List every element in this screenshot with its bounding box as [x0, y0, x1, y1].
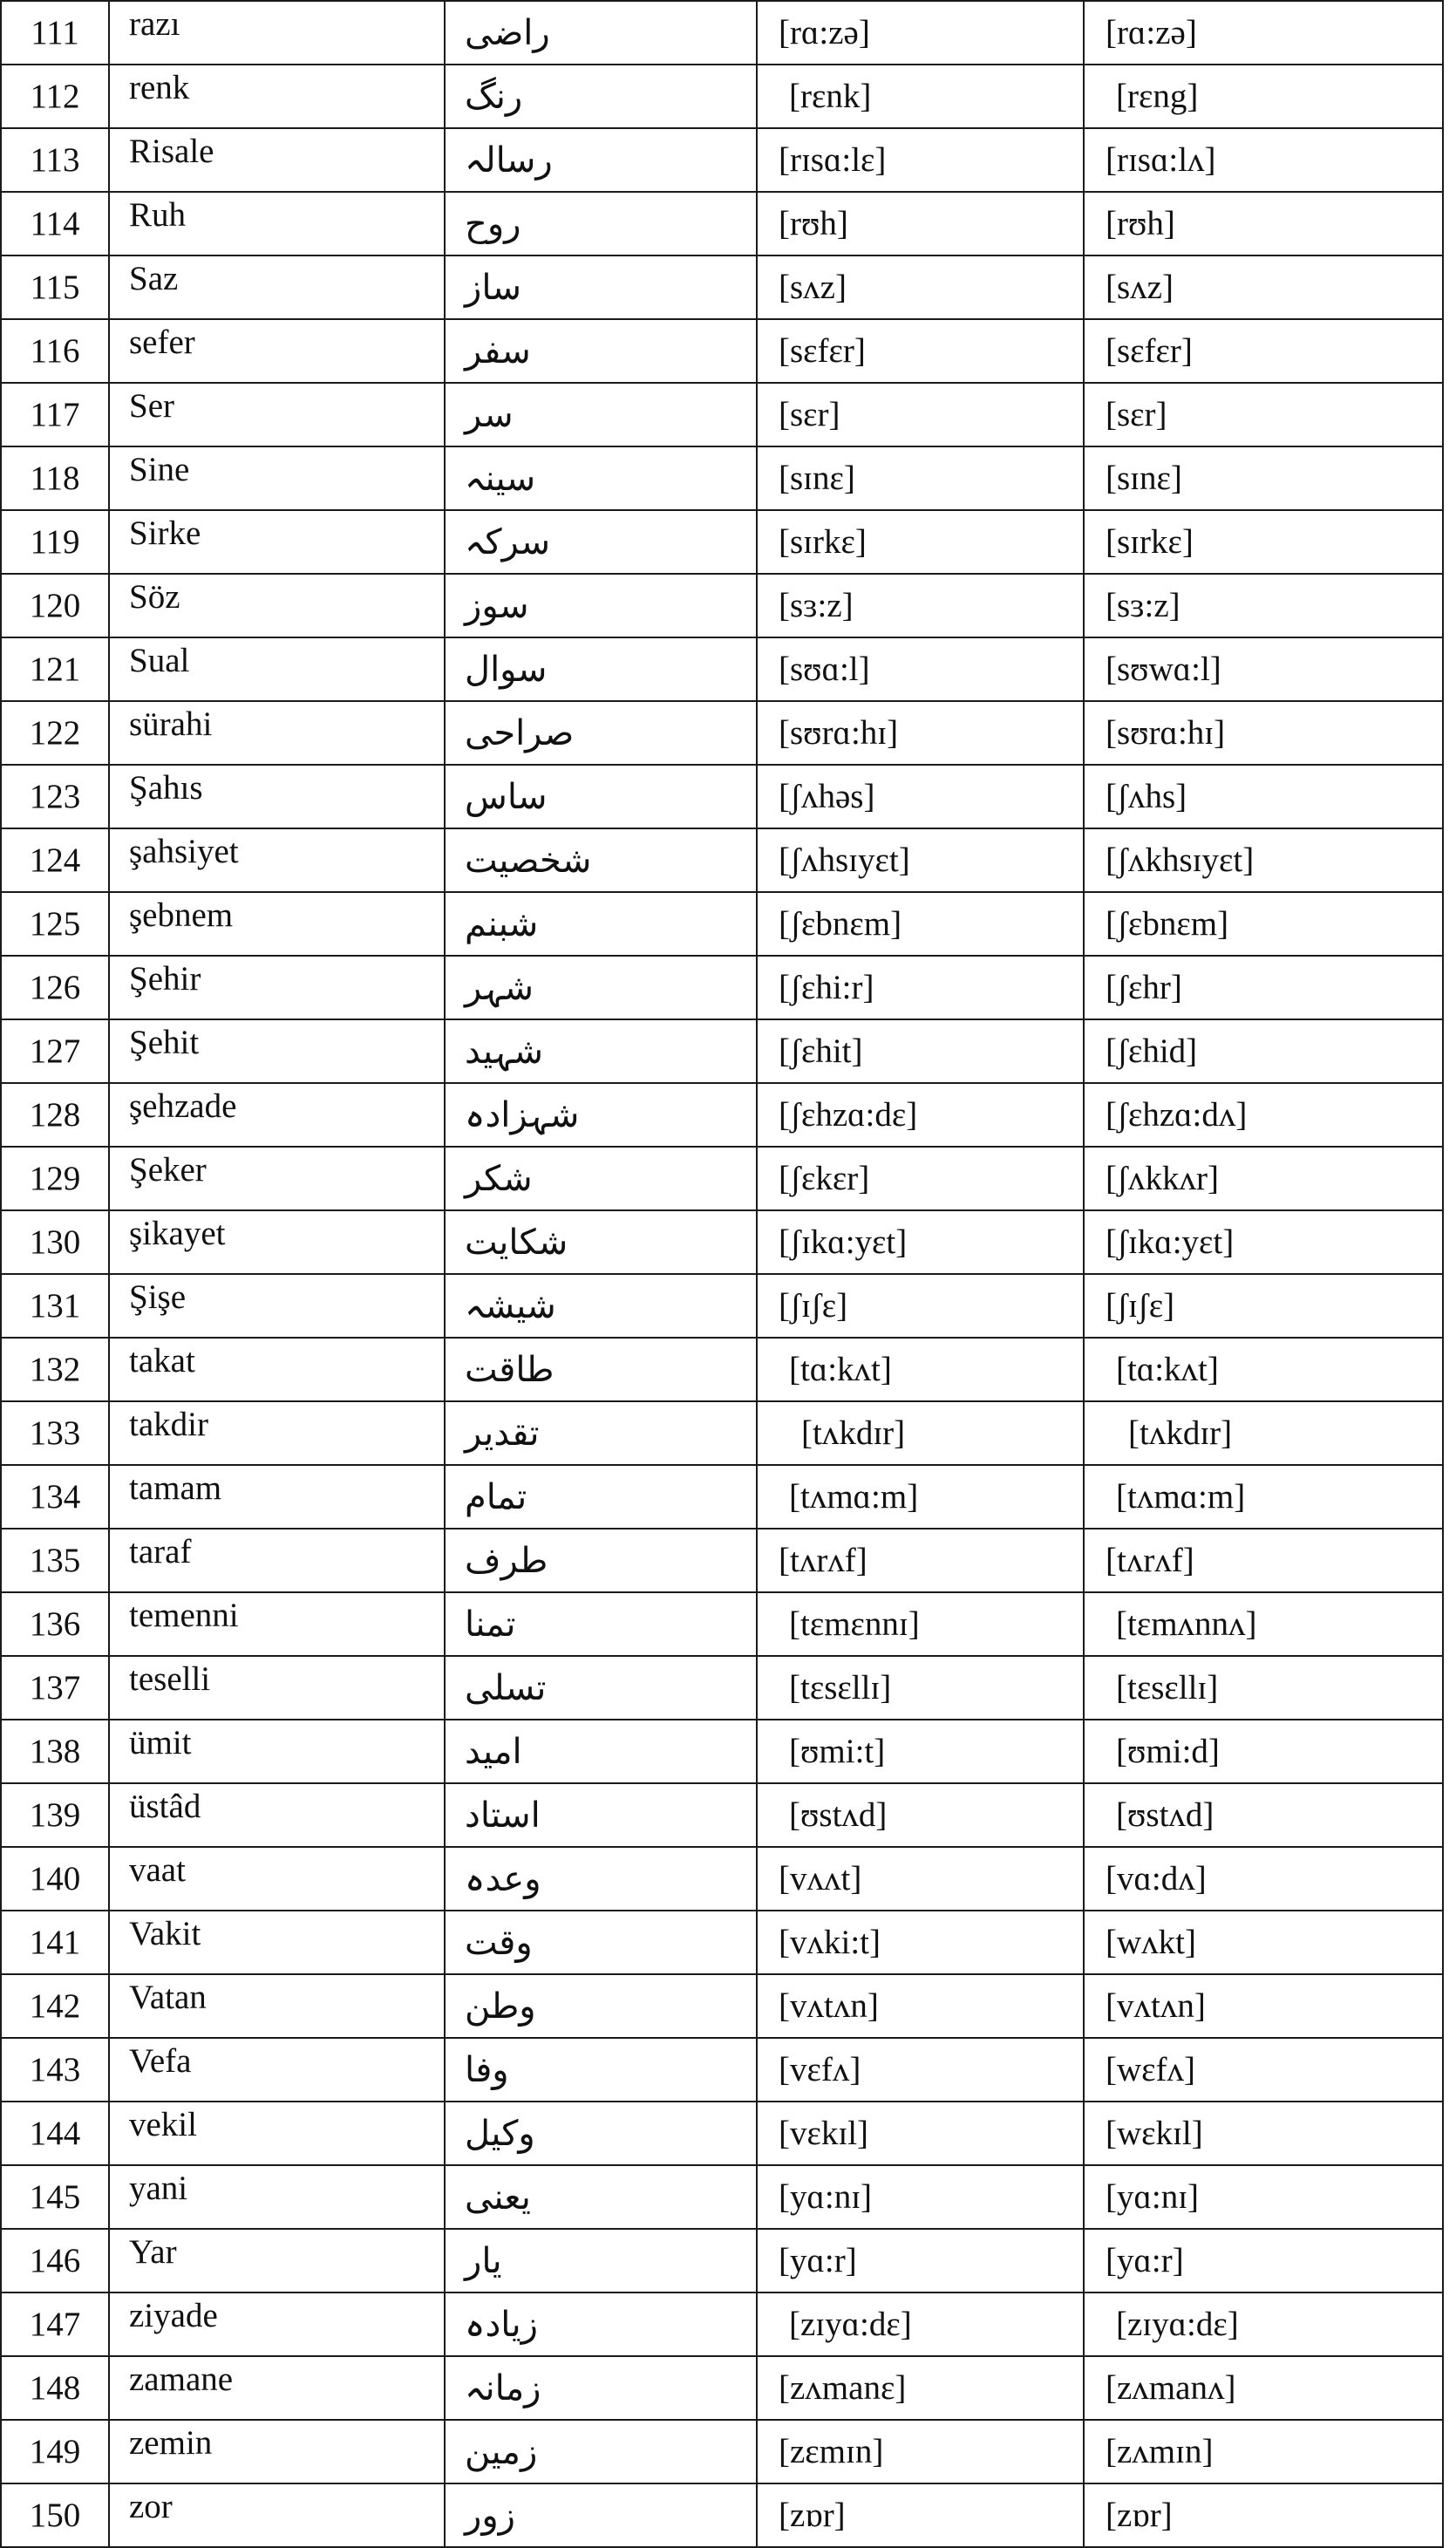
- turkish-ipa-cell: [zɒr]: [757, 2483, 1084, 2547]
- urdu-ipa-cell: [rɛng]: [1084, 65, 1443, 128]
- turkish-ipa-cell: [yɑ:r]: [757, 2229, 1084, 2293]
- turkish-ipa-cell: [vɛkɪl]: [757, 2102, 1084, 2165]
- turkish-ipa-cell: [vʌki:t]: [757, 1911, 1084, 1974]
- table-row: [1, 892, 1443, 956]
- turkish-word-cell: Söz: [109, 574, 445, 637]
- urdu-ipa-cell: [ʊmi:d]: [1084, 1720, 1443, 1783]
- table-row: [1, 446, 1443, 510]
- urdu-ipa-cell: [tɑ:kʌt]: [1084, 1338, 1443, 1401]
- urdu-ipa-cell: [tʌrʌf]: [1084, 1529, 1443, 1592]
- urdu-word-cell: وعدہ: [445, 1847, 757, 1911]
- urdu-ipa-cell: [tɛmʌnnʌ]: [1084, 1592, 1443, 1656]
- table-row: [1, 701, 1443, 765]
- turkish-word-cell: zamane: [109, 2356, 445, 2420]
- row-number-cell: 117: [1, 383, 109, 446]
- row-number-cell: 120: [1, 574, 109, 637]
- row-number-cell: 147: [1, 2293, 109, 2356]
- row-number-cell: 116: [1, 319, 109, 383]
- turkish-ipa-cell: [zɪyɑ:dɛ]: [757, 2293, 1084, 2356]
- vocabulary-table-body: [1, 1, 1443, 2547]
- row-number-cell: 135: [1, 1529, 109, 1592]
- table-row: [1, 956, 1443, 1019]
- urdu-word-cell: یعنی: [445, 2165, 757, 2229]
- urdu-word-cell: یار: [445, 2229, 757, 2293]
- urdu-ipa-cell: [sʊwɑ:l]: [1084, 637, 1443, 701]
- row-number-cell: 149: [1, 2420, 109, 2483]
- urdu-ipa-cell: [yɑ:r]: [1084, 2229, 1443, 2293]
- row-number-cell: 140: [1, 1847, 109, 1911]
- turkish-word-cell: teselli: [109, 1656, 445, 1720]
- urdu-word-cell: وقت: [445, 1911, 757, 1974]
- row-number-cell: 112: [1, 65, 109, 128]
- urdu-word-cell: شکایت: [445, 1210, 757, 1274]
- turkish-word-cell: Ruh: [109, 192, 445, 255]
- turkish-ipa-cell: [ʃɛhi:r]: [757, 956, 1084, 1019]
- urdu-word-cell: راضی: [445, 1, 757, 65]
- urdu-word-cell: وفا: [445, 2038, 757, 2102]
- urdu-ipa-cell: [ʃʌkhsɪyɛt]: [1084, 828, 1443, 892]
- row-number-cell: 119: [1, 510, 109, 574]
- turkish-ipa-cell: [vʌʌt]: [757, 1847, 1084, 1911]
- table-row: [1, 574, 1443, 637]
- turkish-word-cell: Şahıs: [109, 765, 445, 828]
- turkish-ipa-cell: [tɛmɛnnɪ]: [757, 1592, 1084, 1656]
- urdu-ipa-cell: [sʊrɑ:hɪ]: [1084, 701, 1443, 765]
- table-row: [1, 2483, 1443, 2547]
- table-row: [1, 2229, 1443, 2293]
- urdu-word-cell: شہزادہ: [445, 1083, 757, 1147]
- urdu-ipa-cell: [tʌmɑ:m]: [1084, 1465, 1443, 1529]
- urdu-ipa-cell: [rʊh]: [1084, 192, 1443, 255]
- turkish-word-cell: tamam: [109, 1465, 445, 1529]
- turkish-word-cell: Şeker: [109, 1147, 445, 1210]
- turkish-ipa-cell: [tɑ:kʌt]: [757, 1338, 1084, 1401]
- urdu-ipa-cell: [tʌkdɪr]: [1084, 1401, 1443, 1465]
- table-row: [1, 2420, 1443, 2483]
- turkish-ipa-cell: [zɛmɪn]: [757, 2420, 1084, 2483]
- turkish-ipa-cell: [tɛsɛllɪ]: [757, 1656, 1084, 1720]
- table-row: [1, 2038, 1443, 2102]
- row-number-cell: 123: [1, 765, 109, 828]
- row-number-cell: 139: [1, 1783, 109, 1847]
- urdu-word-cell: زور: [445, 2483, 757, 2547]
- urdu-ipa-cell: [yɑ:nɪ]: [1084, 2165, 1443, 2229]
- urdu-word-cell: شبنم: [445, 892, 757, 956]
- urdu-ipa-cell: [wɛkɪl]: [1084, 2102, 1443, 2165]
- urdu-ipa-cell: [sɛr]: [1084, 383, 1443, 446]
- urdu-ipa-cell: [sɪrkɛ]: [1084, 510, 1443, 574]
- turkish-word-cell: Risale: [109, 128, 445, 192]
- urdu-ipa-cell: [zɪyɑ:dɛ]: [1084, 2293, 1443, 2356]
- turkish-ipa-cell: [vʌtʌn]: [757, 1974, 1084, 2038]
- turkish-word-cell: Ser: [109, 383, 445, 446]
- table-row: [1, 1147, 1443, 1210]
- turkish-ipa-cell: [sɪnɛ]: [757, 446, 1084, 510]
- turkish-word-cell: şikayet: [109, 1210, 445, 1274]
- table-row: [1, 1974, 1443, 2038]
- table-row: [1, 1, 1443, 65]
- turkish-word-cell: sürahi: [109, 701, 445, 765]
- row-number-cell: 126: [1, 956, 109, 1019]
- turkish-word-cell: Şehit: [109, 1019, 445, 1083]
- urdu-ipa-cell: [ʃɛbnɛm]: [1084, 892, 1443, 956]
- row-number-cell: 142: [1, 1974, 109, 2038]
- urdu-word-cell: سوز: [445, 574, 757, 637]
- urdu-word-cell: شہر: [445, 956, 757, 1019]
- urdu-word-cell: سوال: [445, 637, 757, 701]
- table-row: [1, 1083, 1443, 1147]
- table-row: [1, 1401, 1443, 1465]
- urdu-word-cell: صراحی: [445, 701, 757, 765]
- row-number-cell: 124: [1, 828, 109, 892]
- row-number-cell: 131: [1, 1274, 109, 1338]
- turkish-word-cell: Vefa: [109, 2038, 445, 2102]
- turkish-ipa-cell: [sɜ:z]: [757, 574, 1084, 637]
- urdu-word-cell: وطن: [445, 1974, 757, 2038]
- table-row: [1, 1210, 1443, 1274]
- turkish-ipa-cell: [tʌkdɪr]: [757, 1401, 1084, 1465]
- row-number-cell: 145: [1, 2165, 109, 2229]
- turkish-word-cell: Sine: [109, 446, 445, 510]
- turkish-ipa-cell: [yɑ:nɪ]: [757, 2165, 1084, 2229]
- row-number-cell: 148: [1, 2356, 109, 2420]
- urdu-word-cell: سینہ: [445, 446, 757, 510]
- row-number-cell: 129: [1, 1147, 109, 1210]
- turkish-word-cell: Sual: [109, 637, 445, 701]
- table-row: [1, 1911, 1443, 1974]
- urdu-word-cell: شہید: [445, 1019, 757, 1083]
- turkish-word-cell: temenni: [109, 1592, 445, 1656]
- turkish-word-cell: renk: [109, 65, 445, 128]
- turkish-word-cell: ümit: [109, 1720, 445, 1783]
- urdu-word-cell: طاقت: [445, 1338, 757, 1401]
- turkish-ipa-cell: [vɛfʌ]: [757, 2038, 1084, 2102]
- turkish-word-cell: Şişe: [109, 1274, 445, 1338]
- turkish-word-cell: razı: [109, 1, 445, 65]
- urdu-ipa-cell: [vʌtʌn]: [1084, 1974, 1443, 2038]
- turkish-word-cell: takdir: [109, 1401, 445, 1465]
- turkish-word-cell: sefer: [109, 319, 445, 383]
- table-row: [1, 637, 1443, 701]
- row-number-cell: 143: [1, 2038, 109, 2102]
- urdu-word-cell: شکر: [445, 1147, 757, 1210]
- turkish-word-cell: yani: [109, 2165, 445, 2229]
- table-row: [1, 1783, 1443, 1847]
- row-number-cell: 141: [1, 1911, 109, 1974]
- turkish-ipa-cell: [ʃʌhsɪyɛt]: [757, 828, 1084, 892]
- row-number-cell: 150: [1, 2483, 109, 2547]
- turkish-ipa-cell: [sʊɑ:l]: [757, 637, 1084, 701]
- table-row: [1, 2356, 1443, 2420]
- row-number-cell: 144: [1, 2102, 109, 2165]
- row-number-cell: 137: [1, 1656, 109, 1720]
- turkish-word-cell: üstâd: [109, 1783, 445, 1847]
- urdu-word-cell: طرف: [445, 1529, 757, 1592]
- urdu-word-cell: ساس: [445, 765, 757, 828]
- row-number-cell: 138: [1, 1720, 109, 1783]
- urdu-word-cell: شخصیت: [445, 828, 757, 892]
- urdu-ipa-cell: [wʌkt]: [1084, 1911, 1443, 1974]
- turkish-word-cell: şehzade: [109, 1083, 445, 1147]
- urdu-ipa-cell: [tɛsɛllɪ]: [1084, 1656, 1443, 1720]
- urdu-word-cell: سفر: [445, 319, 757, 383]
- turkish-ipa-cell: [ʃʌhəs]: [757, 765, 1084, 828]
- table-row: [1, 1338, 1443, 1401]
- urdu-word-cell: تسلی: [445, 1656, 757, 1720]
- turkish-ipa-cell: [ʊstʌd]: [757, 1783, 1084, 1847]
- turkish-ipa-cell: [ʃɪkɑ:yɛt]: [757, 1210, 1084, 1274]
- row-number-cell: 115: [1, 255, 109, 319]
- urdu-ipa-cell: [sɛfɛr]: [1084, 319, 1443, 383]
- table-row: [1, 192, 1443, 255]
- turkish-ipa-cell: [ʃɛbnɛm]: [757, 892, 1084, 956]
- table-row: [1, 1720, 1443, 1783]
- table-row: [1, 1529, 1443, 1592]
- turkish-word-cell: ziyade: [109, 2293, 445, 2356]
- row-number-cell: 146: [1, 2229, 109, 2293]
- table-row: [1, 1847, 1443, 1911]
- urdu-word-cell: تمنا: [445, 1592, 757, 1656]
- turkish-word-cell: taraf: [109, 1529, 445, 1592]
- table-row: [1, 1019, 1443, 1083]
- table-row: [1, 2165, 1443, 2229]
- urdu-ipa-cell: [ʃɪkɑ:yɛt]: [1084, 1210, 1443, 1274]
- urdu-ipa-cell: [sʌz]: [1084, 255, 1443, 319]
- turkish-ipa-cell: [tʌrʌf]: [757, 1529, 1084, 1592]
- urdu-word-cell: رسالہ: [445, 128, 757, 192]
- turkish-ipa-cell: [sɛr]: [757, 383, 1084, 446]
- turkish-word-cell: zor: [109, 2483, 445, 2547]
- urdu-ipa-cell: [rɑ:zə]: [1084, 1, 1443, 65]
- row-number-cell: 130: [1, 1210, 109, 1274]
- table-row: [1, 128, 1443, 192]
- turkish-ipa-cell: [ʃɛhit]: [757, 1019, 1084, 1083]
- row-number-cell: 111: [1, 1, 109, 65]
- turkish-word-cell: takat: [109, 1338, 445, 1401]
- row-number-cell: 114: [1, 192, 109, 255]
- table-row: [1, 2102, 1443, 2165]
- urdu-word-cell: رنگ: [445, 65, 757, 128]
- turkish-ipa-cell: [sʌz]: [757, 255, 1084, 319]
- urdu-ipa-cell: [ʊstʌd]: [1084, 1783, 1443, 1847]
- urdu-ipa-cell: [ʃɛhzɑ:dʌ]: [1084, 1083, 1443, 1147]
- turkish-word-cell: Sirke: [109, 510, 445, 574]
- turkish-ipa-cell: [rɪsɑ:lɛ]: [757, 128, 1084, 192]
- row-number-cell: 113: [1, 128, 109, 192]
- urdu-word-cell: زمین: [445, 2420, 757, 2483]
- table-row: [1, 383, 1443, 446]
- urdu-ipa-cell: [zʌmɪn]: [1084, 2420, 1443, 2483]
- urdu-ipa-cell: [ʃʌkkʌr]: [1084, 1147, 1443, 1210]
- row-number-cell: 122: [1, 701, 109, 765]
- turkish-word-cell: zemin: [109, 2420, 445, 2483]
- turkish-ipa-cell: [rɑ:zə]: [757, 1, 1084, 65]
- urdu-ipa-cell: [vɑ:dʌ]: [1084, 1847, 1443, 1911]
- table-row: [1, 65, 1443, 128]
- urdu-word-cell: زمانہ: [445, 2356, 757, 2420]
- urdu-word-cell: استاد: [445, 1783, 757, 1847]
- urdu-word-cell: سر: [445, 383, 757, 446]
- urdu-ipa-cell: [rɪsɑ:lʌ]: [1084, 128, 1443, 192]
- table-row: [1, 828, 1443, 892]
- urdu-ipa-cell: [zʌmanʌ]: [1084, 2356, 1443, 2420]
- turkish-word-cell: Saz: [109, 255, 445, 319]
- table-row: [1, 765, 1443, 828]
- urdu-ipa-cell: [ʃɛhr]: [1084, 956, 1443, 1019]
- turkish-ipa-cell: [ʊmi:t]: [757, 1720, 1084, 1783]
- turkish-word-cell: Vatan: [109, 1974, 445, 2038]
- turkish-ipa-cell: [rɛnk]: [757, 65, 1084, 128]
- row-number-cell: 133: [1, 1401, 109, 1465]
- table-row: [1, 1465, 1443, 1529]
- table-row: [1, 1592, 1443, 1656]
- turkish-ipa-cell: [sʊrɑ:hɪ]: [757, 701, 1084, 765]
- urdu-word-cell: تقدیر: [445, 1401, 757, 1465]
- row-number-cell: 121: [1, 637, 109, 701]
- table-row: [1, 510, 1443, 574]
- row-number-cell: 136: [1, 1592, 109, 1656]
- table-row: [1, 319, 1443, 383]
- urdu-ipa-cell: [sɜ:z]: [1084, 574, 1443, 637]
- urdu-word-cell: وکیل: [445, 2102, 757, 2165]
- urdu-ipa-cell: [ʃɛhid]: [1084, 1019, 1443, 1083]
- urdu-word-cell: زیادہ: [445, 2293, 757, 2356]
- urdu-word-cell: تمام: [445, 1465, 757, 1529]
- turkish-word-cell: Şehir: [109, 956, 445, 1019]
- turkish-word-cell: şahsiyet: [109, 828, 445, 892]
- turkish-ipa-cell: [ʃɪʃɛ]: [757, 1274, 1084, 1338]
- row-number-cell: 125: [1, 892, 109, 956]
- urdu-word-cell: سرکہ: [445, 510, 757, 574]
- row-number-cell: 134: [1, 1465, 109, 1529]
- urdu-ipa-cell: [sɪnɛ]: [1084, 446, 1443, 510]
- row-number-cell: 127: [1, 1019, 109, 1083]
- urdu-word-cell: امید: [445, 1720, 757, 1783]
- turkish-word-cell: şebnem: [109, 892, 445, 956]
- turkish-ipa-cell: [ʃɛkɛr]: [757, 1147, 1084, 1210]
- turkish-ipa-cell: [ʃɛhzɑ:dɛ]: [757, 1083, 1084, 1147]
- row-number-cell: 132: [1, 1338, 109, 1401]
- table-row: [1, 1274, 1443, 1338]
- turkish-word-cell: vaat: [109, 1847, 445, 1911]
- row-number-cell: 128: [1, 1083, 109, 1147]
- row-number-cell: 118: [1, 446, 109, 510]
- turkish-ipa-cell: [zʌmanɛ]: [757, 2356, 1084, 2420]
- turkish-word-cell: Vakit: [109, 1911, 445, 1974]
- urdu-word-cell: ساز: [445, 255, 757, 319]
- turkish-ipa-cell: [sɛfɛr]: [757, 319, 1084, 383]
- turkish-ipa-cell: [rʊh]: [757, 192, 1084, 255]
- table-row: [1, 255, 1443, 319]
- urdu-ipa-cell: [ʃʌhs]: [1084, 765, 1443, 828]
- urdu-word-cell: روح: [445, 192, 757, 255]
- urdu-ipa-cell: [wɛfʌ]: [1084, 2038, 1443, 2102]
- urdu-ipa-cell: [ʃɪʃɛ]: [1084, 1274, 1443, 1338]
- turkish-word-cell: Yar: [109, 2229, 445, 2293]
- turkish-ipa-cell: [tʌmɑ:m]: [757, 1465, 1084, 1529]
- urdu-word-cell: شیشہ: [445, 1274, 757, 1338]
- table-row: [1, 2293, 1443, 2356]
- turkish-word-cell: vekil: [109, 2102, 445, 2165]
- turkish-ipa-cell: [sɪrkɛ]: [757, 510, 1084, 574]
- table-row: [1, 1656, 1443, 1720]
- urdu-ipa-cell: [zɒr]: [1084, 2483, 1443, 2547]
